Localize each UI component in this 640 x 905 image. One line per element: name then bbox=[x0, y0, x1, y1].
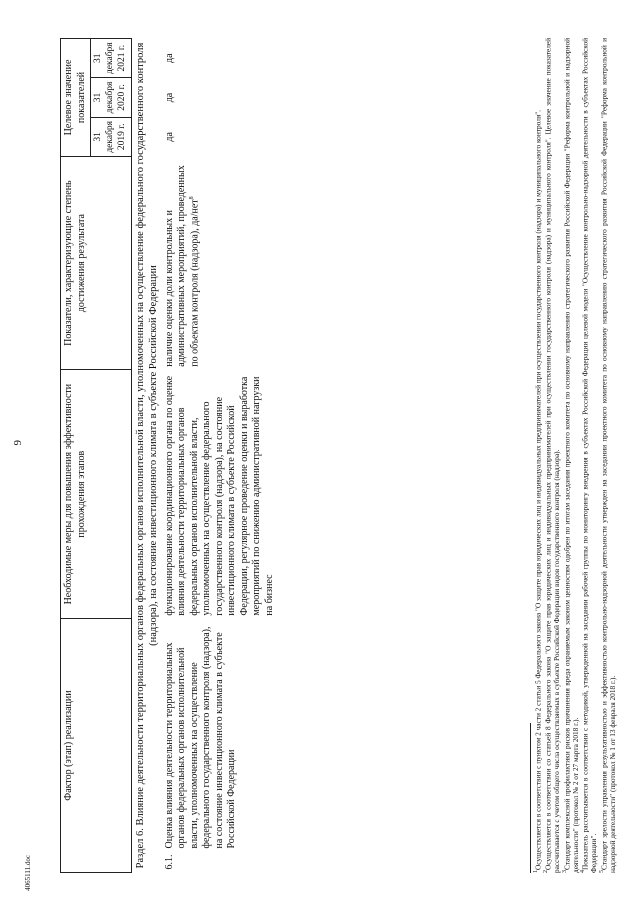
row-factor: Оценка влияния деятельности территориальных органов федеральных органов исполнительной власти, уполномоченных на осуществление федерального государственного контроля (надзора), на состояние инвестиционного климата в субъекте Российской Федерации bbox=[163, 626, 238, 849]
row-factor-cell bbox=[162, 619, 279, 873]
footnote-text: Стандарт комплексной профилактики рисков причинения вреда охраняемым законом ценностям одобрен по итогам заседания проектного комитета по основному направлению стратегического развития Российской Федерации "Реформа контрольной и надзорной деятельности" (протокол № 2 от 27 марта 2018 г.). bbox=[562, 38, 580, 873]
footnote-number: 5 bbox=[598, 870, 605, 873]
footnote-divider bbox=[530, 723, 531, 873]
footnote-text: Осуществляется в соответствии со статьей 8 Федерального закона "О защите прав юридических лиц и индивидуальных предпринимателей при осуществлении государственного контроля (надзора) и муниципального контроля". Целевое значение показателей рассчитывается с учетом общего числа осуществляемых в субъекте Российской Федерации видов государственного контроля (надзора). bbox=[543, 38, 562, 873]
footnote-number: 1 bbox=[533, 870, 539, 873]
row-indicator-cell bbox=[162, 156, 279, 369]
section-title: Раздел 6. Влияние деятельности территориальных органов федеральных органов исполнительной власти, уполномоченных на осуществление федерального государственного контроля (надзора), на состояние инвестиционного климата в субъекте Российской Федерации bbox=[134, 42, 159, 869]
header-target-2020: 31 декабря 2020 г. bbox=[91, 78, 132, 117]
footnote-number: 4 bbox=[580, 870, 587, 873]
file-name: 4065111.doc bbox=[24, 855, 32, 891]
row-measures: функционирование координационного органа по оценке влияния деятельности территориальных органов федеральных органов исполнительной власти, уполномоченных на осуществление федерального государственного контроля (надзора), на состояние инвестиционного климата в субъекте Российской Федерации, регулярное проведение оценки и выработка мероприятий по снижению административной нагрузки на бизнес bbox=[163, 375, 275, 616]
header-target-2019: 31 декабря 2019 г. bbox=[91, 117, 132, 156]
table-header-row bbox=[61, 39, 91, 873]
footnote-item bbox=[543, 38, 562, 873]
row-value-2019: да bbox=[163, 132, 175, 142]
footnote-item bbox=[562, 38, 581, 873]
row-indicator-footnote-ref: 8 bbox=[188, 196, 195, 200]
header-factor: Фактор (этап) реализации bbox=[61, 619, 132, 873]
measures-table bbox=[60, 38, 278, 873]
footnote-number: 3 bbox=[561, 870, 568, 873]
footnote-text: Осуществляется в соответствии с пунктом 2 части 2 статьи 5 Федерального закона "О защите прав юридических лиц и индивидуальных предпринимателей при осуществлении государственного контроля (надзора) и муниципального контроля". bbox=[533, 110, 543, 870]
page-number: 9 bbox=[12, 440, 24, 446]
footnote-text: Показатель рассчитывается в соответствии с методикой, утвержденной на заседании рабочей группы по мониторингу внедрения в субъектах Российской Федерации целевой модели "Осуществление контрольно-надзорной деятельности в субъектах Российской Федерации". bbox=[580, 38, 599, 873]
rotated-page-content bbox=[60, 38, 620, 873]
row-number: 6.1. bbox=[163, 854, 175, 870]
row-indicator: наличие оценки доли контрольных и административных мероприятий, проведенных по объектам контроля (надзора), да/нет bbox=[163, 165, 201, 367]
footnote-text: Стандарт зрелости управления результативностью и эффективностью контрольно-надзорной деятельности утвержден на заседании проектного комитета по основному направлению стратегического развития Российской Федерации "Реформа контрольной и надзорной деятельности" (протокол № 1 от 13 февраля 2018 г.). bbox=[599, 38, 617, 873]
header-measures: Необходимые меры для повышения эффективности прохождения этапов bbox=[61, 370, 132, 619]
footnote-number: 2 bbox=[543, 870, 550, 873]
footnote-item bbox=[533, 38, 543, 873]
row-value-2021: да bbox=[163, 53, 175, 63]
row-value-2020: да bbox=[163, 92, 175, 103]
header-target: Целевое значение показателей bbox=[61, 39, 91, 157]
footnote-item bbox=[580, 38, 599, 873]
section-row bbox=[131, 39, 162, 873]
header-indicators: Показатели, характеризующие степень достижения результата bbox=[61, 156, 132, 369]
footnotes bbox=[530, 38, 618, 873]
footnote-item bbox=[599, 38, 618, 873]
header-target-2021: 31 декабря 2021 г. bbox=[91, 39, 132, 78]
table-row bbox=[162, 39, 279, 873]
